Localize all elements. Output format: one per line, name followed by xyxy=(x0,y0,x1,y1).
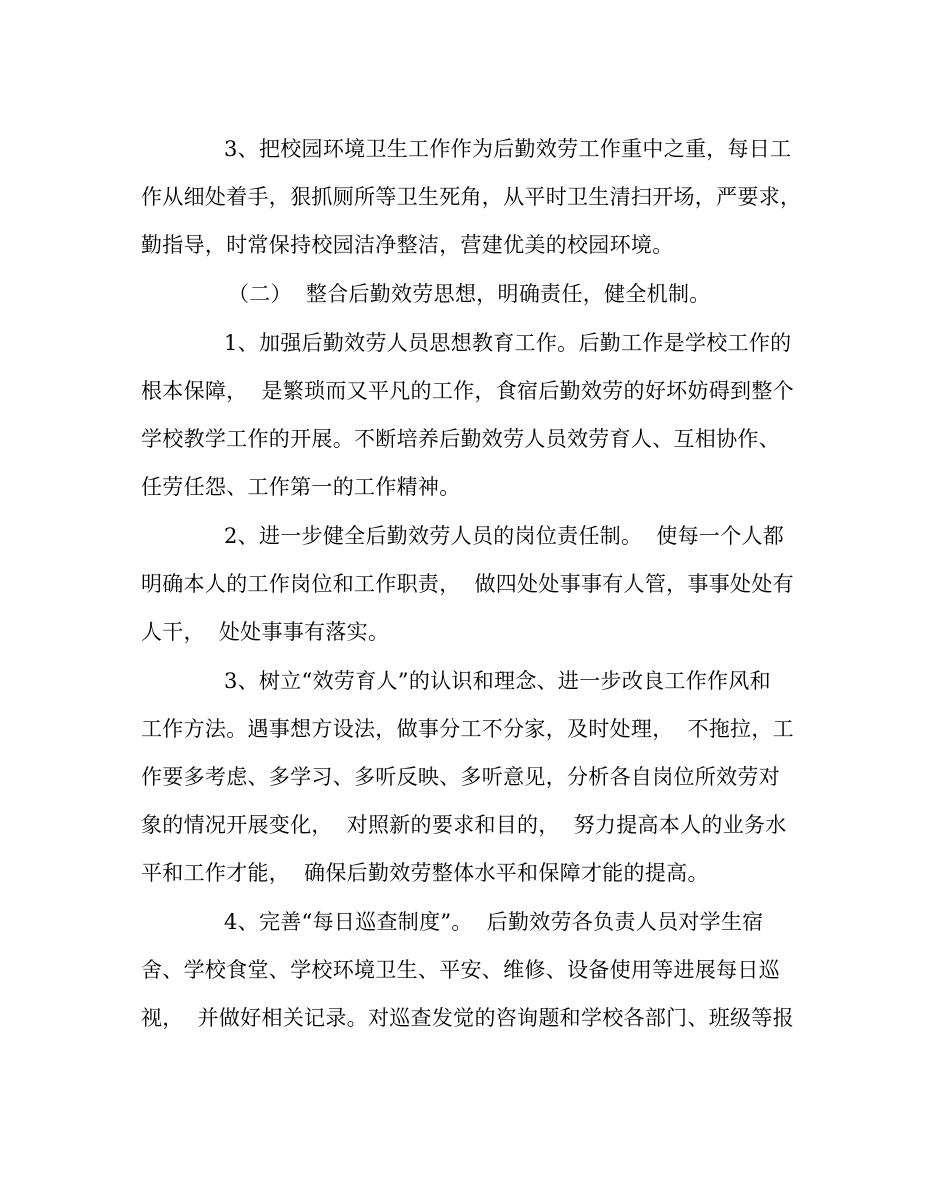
paragraph-3-line-1: 3、把校园环境卫生工作作为后勤效劳工作重中之重，每日工 xyxy=(224,137,792,161)
item-4-line-3: 视， 并做好相关记录。对巡查发觉的咨询题和学校各部门、班级等报 xyxy=(141,1006,794,1030)
paragraph-3-line-2: 作从细处着手，狠抓厕所等卫生死角，从平时卫生清扫开场，严要求， xyxy=(141,185,802,209)
item-3-line-1: 3、树立“效劳育人”的认识和理念、进一步改良工作作风和 xyxy=(224,669,771,693)
item-4-line-2: 舍、学校食堂、学校环境卫生、平安、维修、设备使用等进展每日巡 xyxy=(141,958,780,982)
item-2-line-2: 明确本人的工作岗位和工作职责， 做四处处事事有人管，事事处处有 xyxy=(141,572,794,596)
item-3-line-2: 工作方法。遇事想方设法，做事分工不分家，及时处理， 不拖拉，工 xyxy=(141,717,794,741)
item-1-line-1: 1、加强后勤效劳人员思想教育工作。后勤工作是学校工作的 xyxy=(224,331,792,355)
item-3-line-5: 平和工作才能， 确保后勤效劳整体水平和保障才能的提高。 xyxy=(141,861,709,885)
item-1-line-2: 根本保障， 是繁琐而又平凡的工作，食宿后勤效劳的好坏妨碍到整个 xyxy=(141,379,794,403)
item-4-line-1: 4、完善“每日巡查制度”。 后勤效劳各负责人员对学生宿 xyxy=(224,910,764,934)
item-3-line-3: 作要多考虑、多学习、多听反映、多听意见，分析各自岗位所效劳对 xyxy=(141,765,780,789)
section-heading-2: （二） 整合后勤效劳思想，明确责任，健全机制。 xyxy=(228,282,711,306)
item-2-line-1: 2、进一步健全后勤效劳人员的岗位责任制。 使每一个人都 xyxy=(224,524,785,548)
item-2-line-3: 人干， 处处事事有落实。 xyxy=(141,620,390,644)
item-3-line-4: 象的情况开展变化， 对照新的要求和目的， 努力提高本人的业务水 xyxy=(141,813,787,837)
paragraph-3-line-3: 勤指导，时常保持校园洁净整洁，营建优美的校园环境。 xyxy=(141,233,674,257)
item-1-line-4: 任劳任怨、工作第一的工作精神。 xyxy=(141,475,461,499)
item-1-line-3: 学校教学工作的开展。不断培养后勤效劳人员效劳育人、互相协作、 xyxy=(141,427,780,451)
